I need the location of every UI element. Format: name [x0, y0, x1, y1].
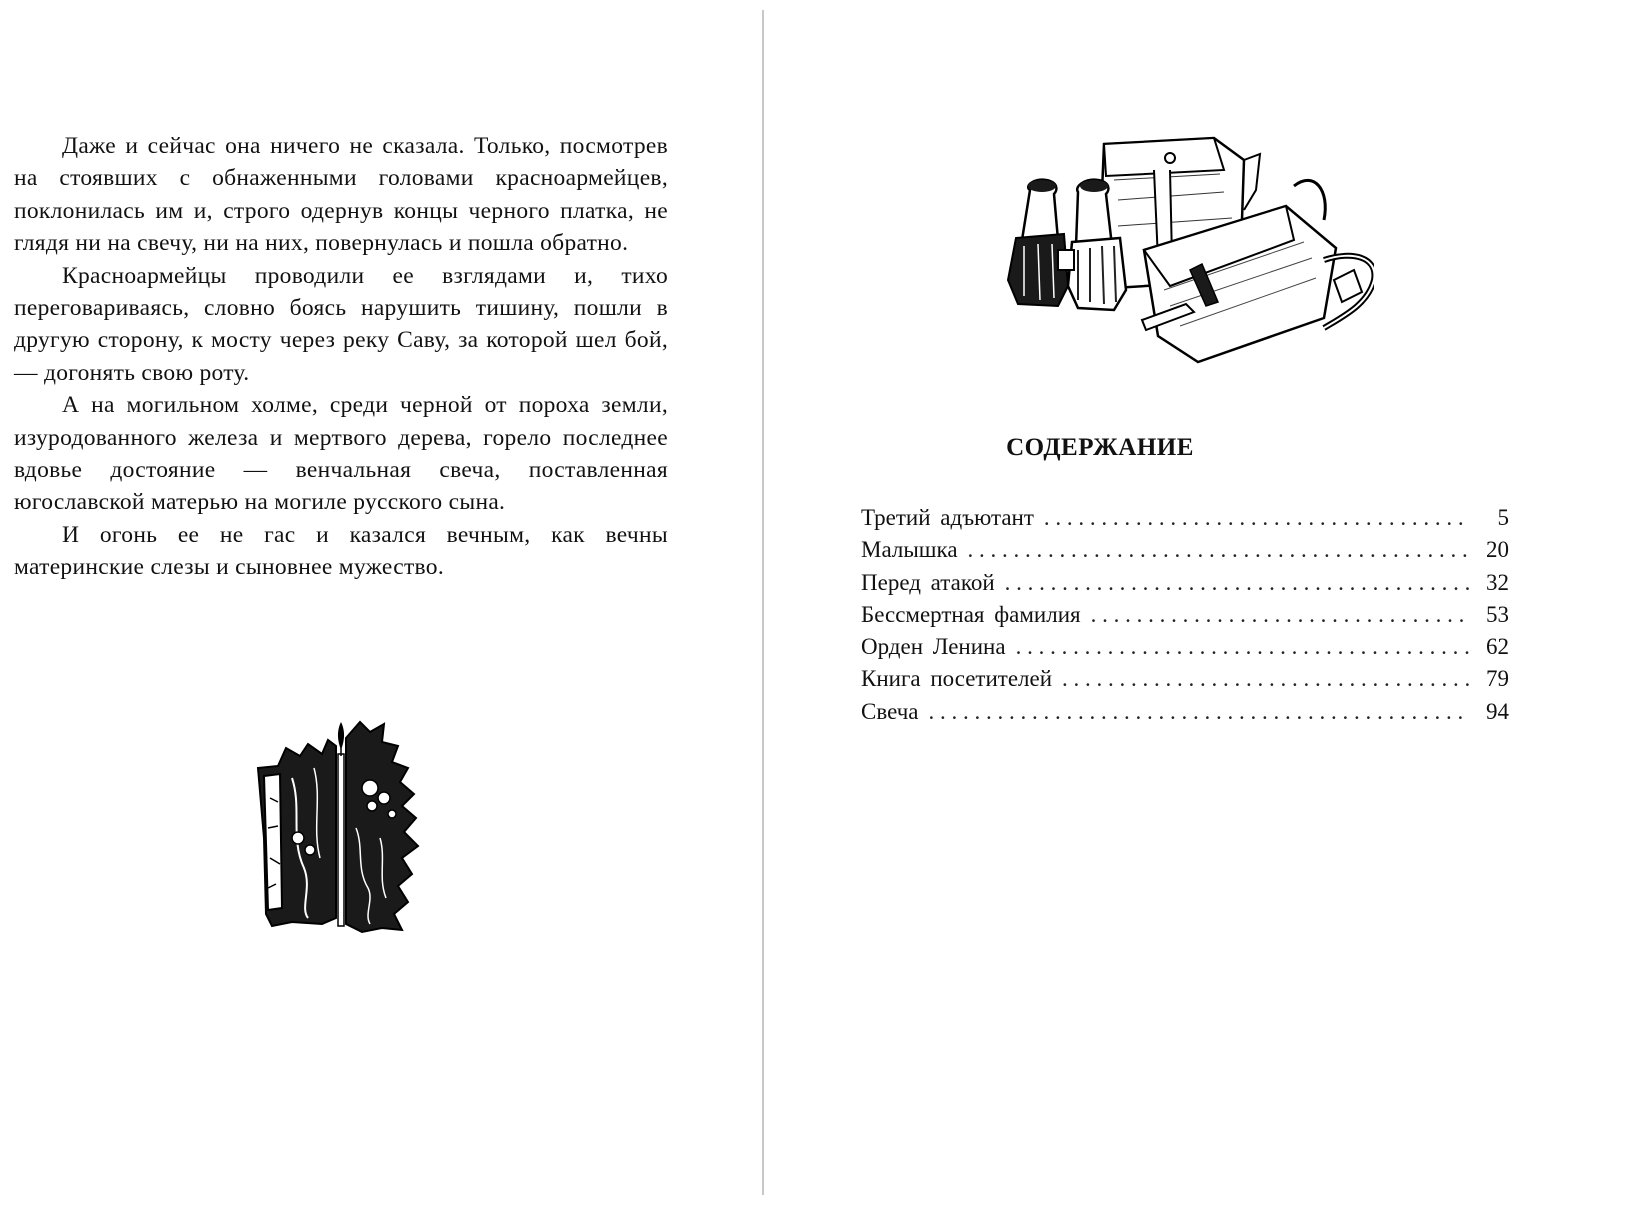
paragraph: А на могильном холме, среди черной от пороха земли, изуродованного железа и мертвого дерева, горело последнее вдовье достояние — венчальная свеча, поставленная югославской матерью на могиле русского сына. [14, 392, 668, 516]
toc-entry[interactable] [861, 696, 1509, 728]
toc-leader-dots [1091, 599, 1469, 631]
toc-entry-title: Орден Ленина [861, 634, 1006, 660]
paragraph: И огонь ее не гас и казался вечным, как вечны материнские слезы и сыновнее мужество. [14, 521, 668, 581]
toc-entry-title: Перед атакой [861, 569, 995, 595]
toc-entry-page: 32 [1486, 569, 1509, 595]
toc-entry-title: Книга посетителей [861, 666, 1053, 692]
toc-entry[interactable] [861, 599, 1509, 631]
toc-entry-page: 20 [1486, 537, 1509, 563]
left-page [0, 0, 762, 1205]
table-of-contents [861, 502, 1509, 728]
paragraph: Даже и сейчас она ничего не сказала. Только, посмотрев на стоявших с обнаженными головами красноармейцев, поклонилась им и, строго одернув концы черного платка, не глядя ни на свечу, ни на них, повернулась и пошла обратно. [14, 133, 668, 257]
toc-leader-dots [1062, 663, 1469, 695]
toc-entry-page: 79 [1486, 666, 1509, 692]
toc-entry-page: 62 [1486, 634, 1509, 660]
toc-entry-page: 5 [1497, 505, 1509, 530]
toc-entry-title: Свеча [861, 698, 919, 724]
toc-entry[interactable] [861, 567, 1509, 599]
toc-leader-dots [928, 696, 1469, 728]
binoculars-bag-illustration [994, 130, 1374, 370]
toc-entry-title: Малышка [861, 537, 958, 563]
toc-leader-dots [1005, 567, 1469, 599]
toc-leader-dots [1016, 631, 1469, 663]
toc-entry[interactable] [861, 502, 1509, 534]
toc-heading: СОДЕРЖАНИЕ [1006, 434, 1194, 461]
toc-entry-title: Бессмертная фамилия [861, 601, 1081, 627]
toc-entry[interactable] [861, 631, 1509, 663]
toc-leader-dots [1044, 502, 1469, 534]
toc-entry-page: 53 [1486, 601, 1509, 627]
toc-entry-page: 94 [1486, 698, 1509, 724]
right-page [764, 0, 1650, 1205]
paragraph: Красноармейцы проводили ее взглядами и, тихо переговариваясь, словно боясь нарушить тишину, пошли в другую сторону, к мосту через реку Саву, за которой шел бой, — догонять свою роту. [14, 262, 668, 386]
story-text [14, 130, 668, 584]
toc-entry-title: Третий адъютант [861, 505, 1034, 530]
toc-leader-dots [968, 534, 1469, 566]
toc-entry[interactable] [861, 663, 1509, 695]
candle-illustration [252, 718, 428, 944]
toc-entry[interactable] [861, 534, 1509, 566]
